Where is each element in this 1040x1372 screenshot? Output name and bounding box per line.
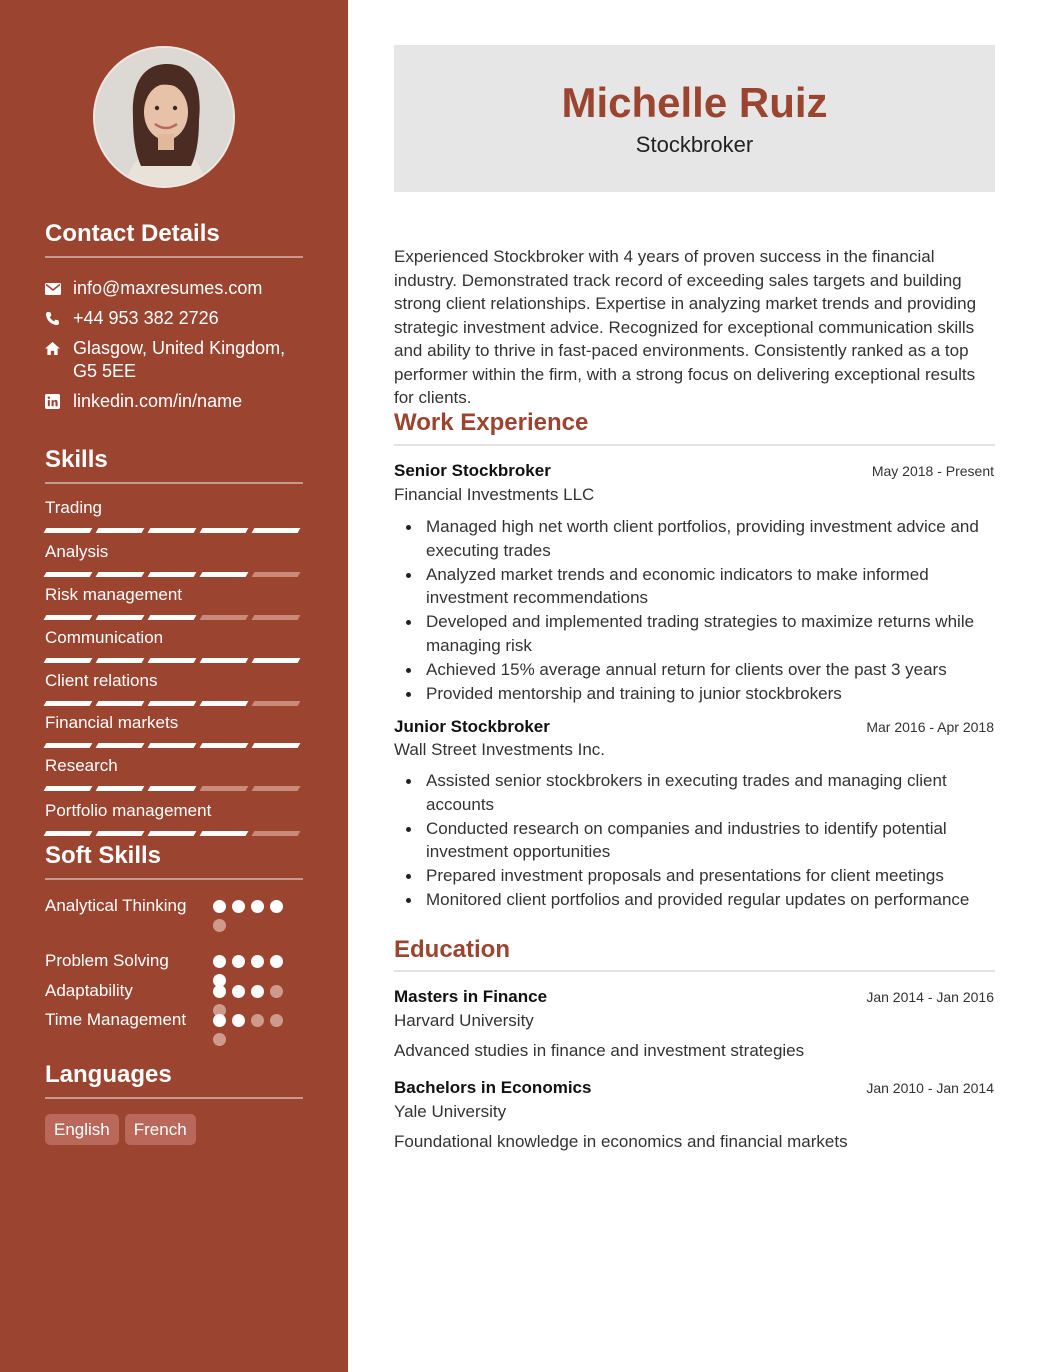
skill-level-segment <box>252 528 301 533</box>
skill-level-segment <box>148 701 197 706</box>
rating-dot <box>213 1014 226 1027</box>
rating-dot <box>213 955 226 968</box>
bullet-item: Analyzed market trends and economic indicators to make informed investment recommendations <box>404 563 994 610</box>
skill-label: Trading <box>45 498 103 517</box>
skill-level-segment <box>200 786 249 791</box>
skill-level-segment <box>96 658 145 663</box>
skill-level-segment <box>96 701 145 706</box>
skill-level-bars <box>45 701 303 706</box>
contact-email[interactable] <box>45 277 303 300</box>
bullet-item: Developed and implemented trading strategies to maximize returns while managing risk <box>404 610 994 657</box>
contact-email-text: info@maxresumes.com <box>73 278 263 298</box>
contact-address <box>45 337 303 383</box>
skill-level-bars <box>45 615 303 620</box>
job-bullets <box>404 515 994 706</box>
soft-skill-label: Analytical Thinking <box>45 896 187 915</box>
skill-level-bars <box>45 831 303 836</box>
skill-level-segment <box>200 743 249 748</box>
bullet-item: Provided mentorship and training to junior stockbrokers <box>404 682 994 706</box>
skill-level-segment <box>44 831 93 836</box>
bullet-item: Prepared investment proposals and presentations for client meetings <box>404 864 994 888</box>
skill-level-segment <box>252 615 301 620</box>
education-description: Advanced studies in finance and investment strategies <box>394 1041 805 1060</box>
linkedin-icon <box>45 390 73 413</box>
soft-skill-item <box>45 894 303 932</box>
job-dates: Mar 2016 - Apr 2018 <box>866 719 994 735</box>
skill-level-bars <box>45 572 303 577</box>
skill-label: Portfolio management <box>45 801 212 820</box>
education-description: Foundational knowledge in economics and financial markets <box>394 1132 848 1151</box>
skill-level-segment <box>148 658 197 663</box>
education-heading: Education <box>394 936 511 963</box>
skill-item <box>45 542 303 577</box>
skill-level-segment <box>96 528 145 533</box>
home-icon <box>45 337 73 360</box>
sidebar <box>0 0 348 1372</box>
skill-level-segment <box>252 658 301 663</box>
skill-level-segment <box>200 528 249 533</box>
skill-level-segment <box>200 658 249 663</box>
skill-level-segment <box>44 615 93 620</box>
skill-item <box>45 713 303 748</box>
skill-level-segment <box>44 743 93 748</box>
language-tag: French <box>125 1114 196 1145</box>
rating-dot <box>232 1014 245 1027</box>
soft-skill-label: Problem Solving <box>45 951 169 970</box>
person-name: Michelle Ruiz <box>561 79 828 126</box>
bullet-item: Monitored client portfolios and provided regular updates on performance <box>404 888 994 912</box>
degree-title: Bachelors in Economics <box>394 1078 592 1097</box>
email-icon <box>45 277 73 300</box>
education-divider <box>394 970 995 972</box>
contact-address-text: Glasgow, United Kingdom, G5 5EE <box>73 338 286 381</box>
skill-level-segment <box>252 743 301 748</box>
job-title: Senior Stockbroker <box>394 461 551 480</box>
rating-dot <box>251 1014 264 1027</box>
skill-level-segment <box>200 572 249 577</box>
rating-dot <box>232 955 245 968</box>
job-title: Junior Stockbroker <box>394 717 550 736</box>
rating-dot <box>213 900 226 913</box>
experience-divider <box>394 444 995 446</box>
skill-level-segment <box>252 786 301 791</box>
skill-level-segment <box>44 528 93 533</box>
bullet-item: Assisted senior stockbrokers in executing trades and managing client accounts <box>404 769 994 816</box>
skill-item <box>45 756 303 791</box>
experience-heading: Work Experience <box>394 409 589 436</box>
skill-level-segment <box>148 743 197 748</box>
soft-skill-rating <box>213 894 289 932</box>
skill-level-segment <box>148 528 197 533</box>
skills-divider <box>45 482 303 484</box>
bullet-item: Conducted research on companies and industries to identify potential investment opportunities <box>404 817 994 864</box>
skill-level-bars <box>45 786 303 791</box>
soft-skill-rating <box>213 1008 289 1046</box>
bullet-item: Managed high net worth client portfolios, providing investment advice and executing trades <box>404 515 994 562</box>
rating-dot <box>251 985 264 998</box>
job-header <box>394 717 994 737</box>
skill-level-segment <box>96 572 145 577</box>
contact-heading: Contact Details <box>45 220 220 247</box>
skill-level-bars <box>45 743 303 748</box>
skills-heading: Skills <box>45 446 108 473</box>
summary: Experienced Stockbroker with 4 years of proven success in the financial industry. Demonstrated track record of exceeding sales targets and building strong client relationships. Expertise in analyzing market trends and providing strategic investment advice. Recognized for exceptional communication skills and ability to thrive in fast-paced environments. Consistently ranked as a top performer within the firm, with a strong focus on delivering exceptional results for clients. <box>394 247 977 407</box>
job-company: Wall Street Investments Inc. <box>394 740 605 759</box>
rating-dot <box>213 1033 226 1046</box>
skill-level-segment <box>252 572 301 577</box>
rating-dot <box>213 919 226 932</box>
skill-level-segment <box>96 743 145 748</box>
profile-photo <box>93 46 235 188</box>
skill-level-segment <box>200 701 249 706</box>
languages-heading: Languages <box>45 1061 172 1088</box>
soft-skill-label: Adaptability <box>45 981 133 1000</box>
school-name: Harvard University <box>394 1011 534 1030</box>
bullet-item: Achieved 15% average annual return for clients over the past 3 years <box>404 658 994 682</box>
skill-level-segment <box>96 831 145 836</box>
rating-dot <box>270 1014 283 1027</box>
skill-item <box>45 498 303 533</box>
job-dates: May 2018 - Present <box>871 463 994 479</box>
contact-linkedin[interactable] <box>45 390 303 413</box>
phone-icon <box>45 307 73 330</box>
languages-divider <box>45 1097 303 1099</box>
rating-dot <box>232 900 245 913</box>
skill-label: Communication <box>45 628 164 647</box>
skill-level-segment <box>148 572 197 577</box>
education-header <box>394 987 994 1007</box>
contact-divider <box>45 256 303 258</box>
soft-skills-divider <box>45 878 303 880</box>
skill-level-segment <box>148 786 197 791</box>
languages-list <box>45 1114 196 1145</box>
soft-skills-heading: Soft Skills <box>45 842 162 869</box>
education-dates: Jan 2010 - Jan 2014 <box>866 1080 994 1096</box>
skill-level-bars <box>45 658 303 663</box>
skill-label: Research <box>45 756 118 775</box>
person-title: Stockbroker <box>635 132 754 157</box>
skill-item <box>45 628 303 663</box>
skill-level-segment <box>96 615 145 620</box>
skill-level-segment <box>148 615 197 620</box>
soft-skill-label: Time Management <box>45 1010 187 1029</box>
contact-phone-text: +44 953 382 2726 <box>73 308 219 328</box>
school-name: Yale University <box>394 1102 507 1121</box>
rating-dot <box>213 985 226 998</box>
rating-dot <box>251 900 264 913</box>
skill-item <box>45 801 303 836</box>
skill-level-segment <box>96 786 145 791</box>
skill-item <box>45 585 303 620</box>
skill-level-segment <box>252 701 301 706</box>
rating-dot <box>232 985 245 998</box>
skill-label: Client relations <box>45 671 158 690</box>
language-tag: English <box>45 1114 119 1145</box>
job-bullets <box>404 769 994 912</box>
skill-level-segment <box>44 572 93 577</box>
soft-skill-item <box>45 1008 303 1046</box>
job-header <box>394 461 994 481</box>
rating-dot <box>270 900 283 913</box>
avatar-illustration <box>95 48 235 188</box>
skill-level-segment <box>44 786 93 791</box>
skill-level-segment <box>200 615 249 620</box>
job-company: Financial Investments LLC <box>394 485 595 504</box>
skill-level-segment <box>252 831 301 836</box>
skill-level-segment <box>148 831 197 836</box>
rating-dot <box>270 985 283 998</box>
education-dates: Jan 2014 - Jan 2016 <box>866 989 994 1005</box>
skill-level-bars <box>45 528 303 533</box>
rating-dot <box>270 955 283 968</box>
skill-level-segment <box>44 701 93 706</box>
skill-label: Financial markets <box>45 713 179 732</box>
skill-label: Risk management <box>45 585 183 604</box>
contact-linkedin-text: linkedin.com/in/name <box>73 391 243 411</box>
skill-level-segment <box>200 831 249 836</box>
degree-title: Masters in Finance <box>394 987 548 1006</box>
rating-dot <box>251 955 264 968</box>
skill-level-segment <box>44 658 93 663</box>
skill-item <box>45 671 303 706</box>
contact-phone[interactable] <box>45 307 303 330</box>
education-header <box>394 1078 994 1098</box>
name-header <box>394 45 995 192</box>
skill-label: Analysis <box>45 542 109 561</box>
